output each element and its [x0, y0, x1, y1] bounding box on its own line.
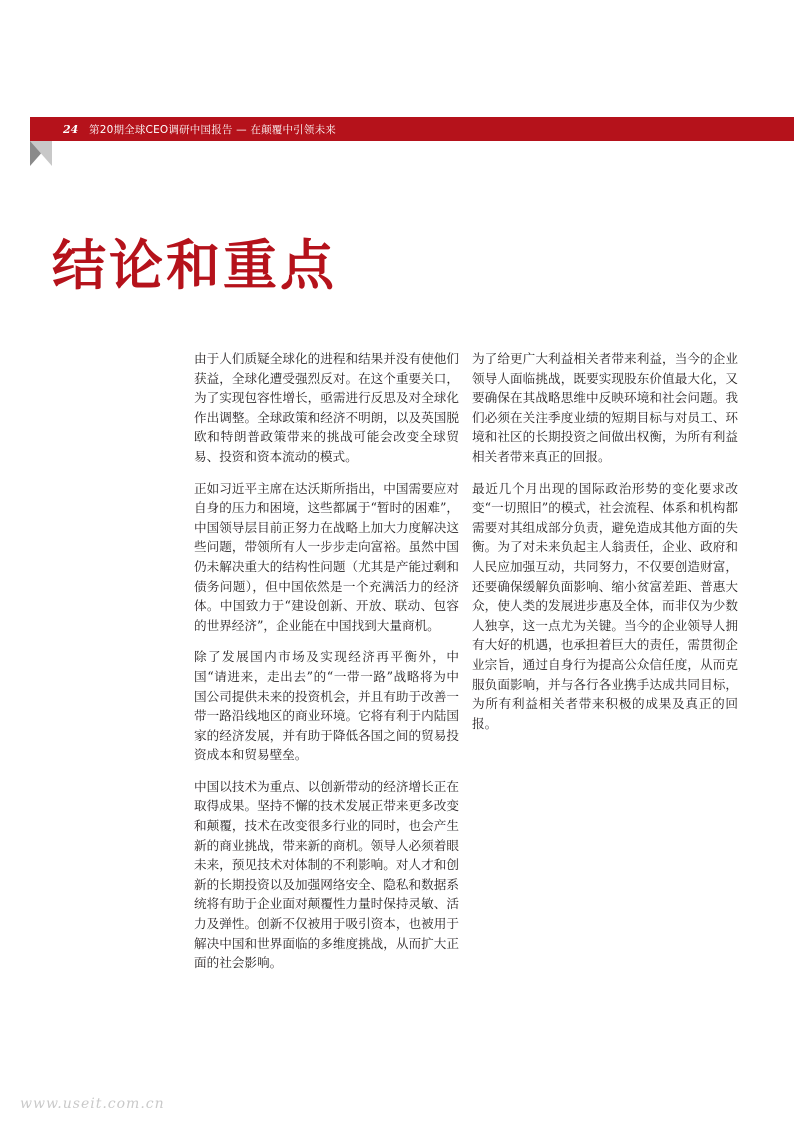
- page-fold-highlight: [30, 141, 52, 166]
- page-number: 24: [63, 122, 79, 136]
- paragraph: 最近几个月出现的国际政治形势的变化要求改变“一切照旧”的模式，社会流程、体系和机构都需要对其组成部分负责，避免造成其他方面的失衡。为了对未来负起主人翁责任，企业、政府和人民应加强互动，共同努力，不仅要创造财富，还要确保缓解负面影响、缩小贫富差距、普惠大众，使人类的发展进步惠及全体，而非仅为少数人独享，这一点尤为关键。当今的企业领导人拥有大好的机遇，也承担着巨大的责任，需贯彻企业宗旨，通过自身行为提高公众信任度，从而克服负面影响，并与各行各业携手达成共同目标，为所有利益相关者带来积极的成果及真正的回报。: [472, 480, 738, 731]
- watermark: www.useit.com.cn: [20, 1096, 165, 1112]
- paragraph: 由于人们质疑全球化的进程和结果并没有使他们获益，全球化遭受强烈反对。在这个重要关口，为了实现包容性增长，亟需进行反思及对全球化作出调整。全球政策和经济不明朗，以及英国脱欧和特朗普政策带来的挑战可能会改变全球贸易、投资和资本流动的模式。: [194, 351, 459, 464]
- paragraph: 中国以技术为重点、以创新带动的经济增长正在取得成果。坚持不懈的技术发展正带来更多改变和颠覆，技术在改变很多行业的同时，也会产生新的商业挑战，带来新的商机。领导人必须着眼未来，预见技术对体制的不利影响。对人才和创新的长期投资以及加强网络安全、隐私和数据系统将有助于企业面对颠覆性力量时保持灵敏、活力及弹性。创新不仅被用于吸引资本，也被用于解决中国和世界面临的多维度挑战，从而扩大正面的社会影响。: [194, 778, 459, 971]
- left-column: [194, 349, 459, 985]
- header-bar: [30, 117, 794, 141]
- right-column: [472, 349, 738, 745]
- paragraph: 为了给更广大利益相关者带来利益，当今的企业领导人面临挑战，既要实现股东价值最大化，又要确保在其战略思维中反映环境和社会问题。我们必须在关注季度业绩的短期目标与对员工、环境和社区的长期投资之间做出权衡，为所有利益相关者带来真正的回报。: [472, 351, 738, 464]
- section-title: 结论和重点: [52, 233, 337, 297]
- paragraph: 除了发展国内市场及实现经济再平衡外，中国“请进来，走出去”的“一带一路”战略将为中国公司提供未来的投资机会，并且有助于改善一带一路沿线地区的商业环境。它将有利于内陆国家的经济发展，并有助于降低各国之间的贸易投资成本和贸易壁垒。: [194, 649, 459, 763]
- paragraph: 正如习近平主席在达沃斯所指出，中国需要应对自身的压力和困境，这些都属于“暂时的困难”，中国领导层目前正努力在战略上加大力度解决这些问题，带领所有人一步步走向富裕。虽然中国仍未解决重大的结构性问题（尤其是产能过剩和债务问题），但中国依然是一个充满活力的经济体。中国致力于“建设创新、开放、联动、包容的世界经济”，企业能在中国找到大量商机。: [194, 480, 459, 633]
- report-title: 第20期全球CEO调研中国报告 — 在颠覆中引领未来: [89, 123, 336, 136]
